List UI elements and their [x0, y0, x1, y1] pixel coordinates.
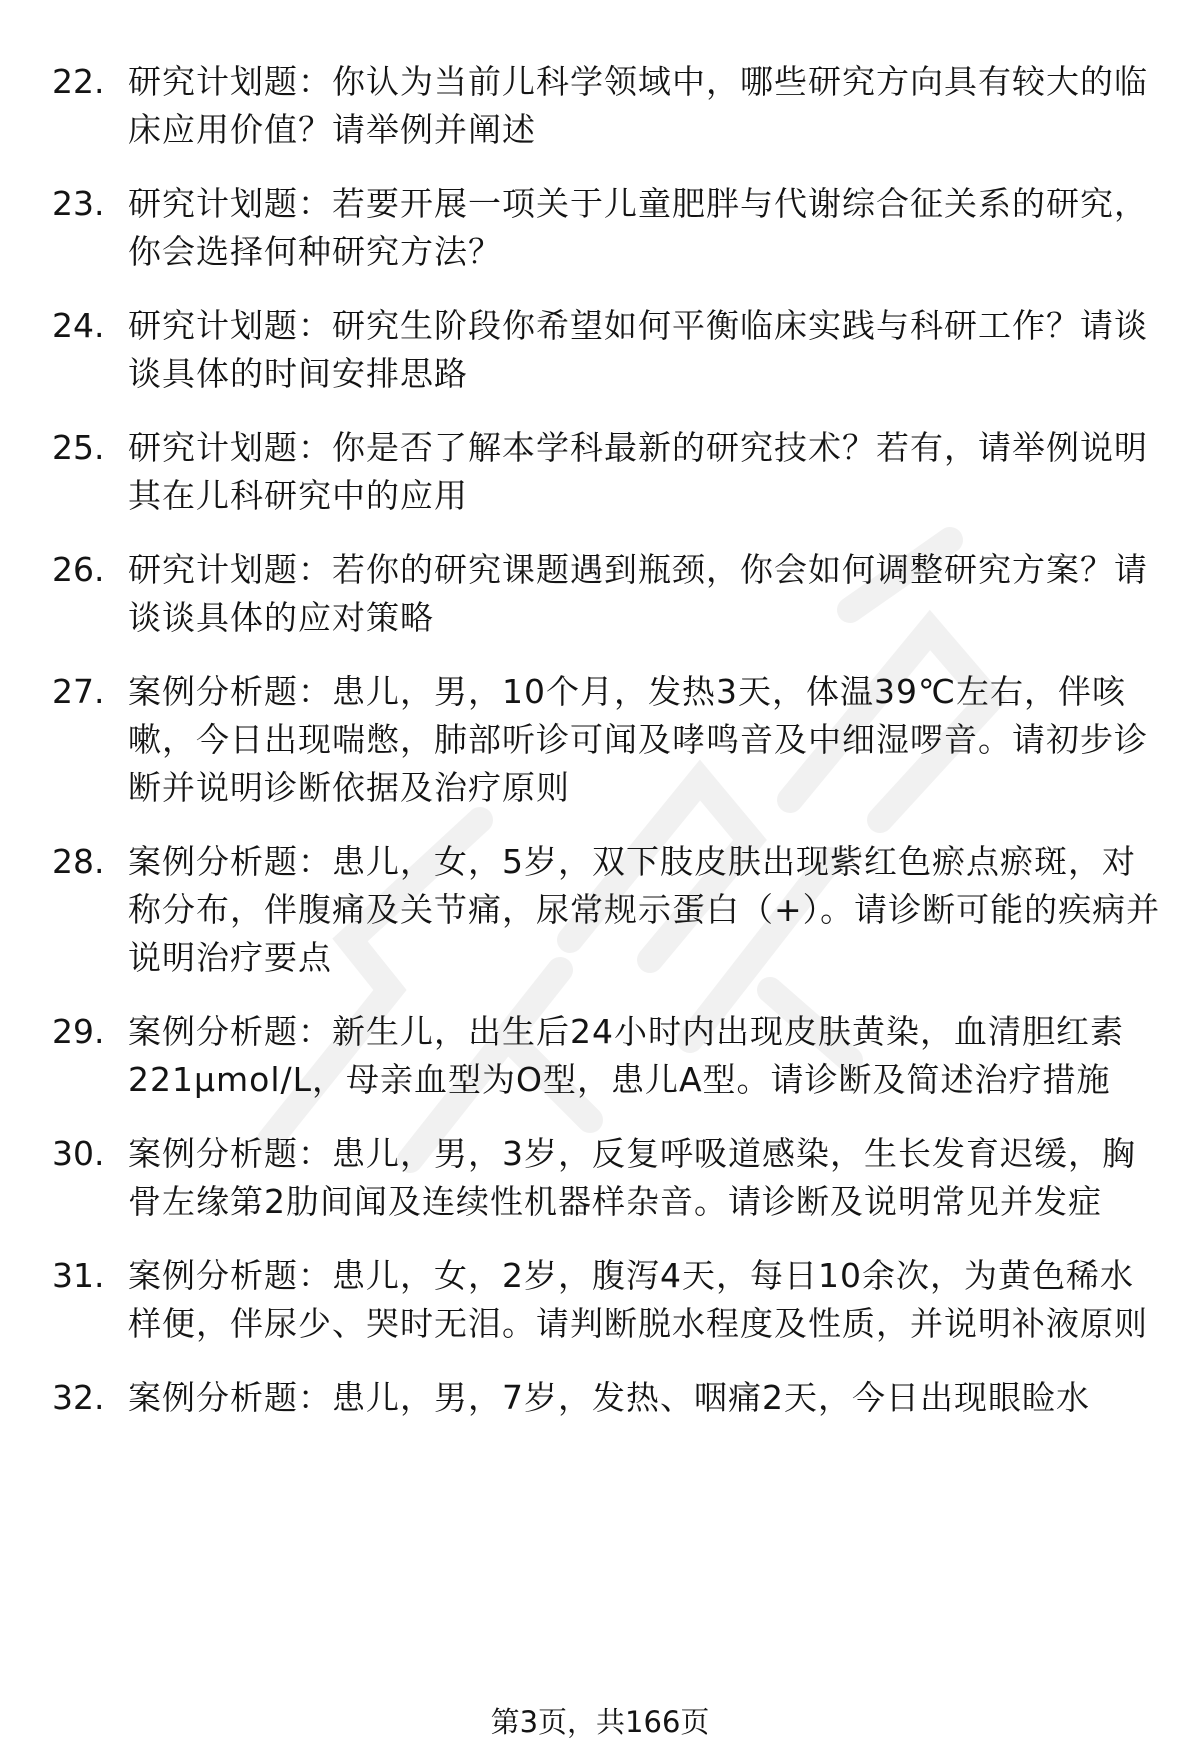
question-text: 研究计划题：你认为当前儿科学领域中，哪些研究方向具有较大的临床应用价值？请举例并阐述 — [128, 62, 1148, 149]
question-item — [52, 668, 1162, 812]
question-item — [52, 838, 1162, 982]
question-item — [52, 1130, 1162, 1226]
question-number: 23. — [52, 184, 105, 223]
question-number: 27. — [52, 672, 105, 711]
page-footer: 第3页，共166页 — [490, 1705, 710, 1739]
question-number: 26. — [52, 550, 105, 589]
question-item — [52, 1008, 1162, 1104]
question-number: 24. — [52, 306, 105, 345]
question-number: 25. — [52, 428, 105, 467]
question-text: 案例分析题：患儿，男，3岁，反复呼吸道感染，生长发育迟缓，胸骨左缘第2肋间闻及连续性机器样杂音。请诊断及说明常见并发症 — [128, 1134, 1136, 1221]
question-item — [52, 424, 1162, 520]
question-item — [52, 58, 1162, 154]
question-text: 案例分析题：新生儿，出生后24小时内出现皮肤黄染，血清胆红素221μmol/L，母亲血型为O型，患儿A型。请诊断及简述治疗措施 — [128, 1012, 1124, 1099]
question-text: 案例分析题：患儿，女，5岁，双下肢皮肤出现紫红色瘀点瘀斑，对称分布，伴腹痛及关节痛，尿常规示蛋白（+）。请诊断可能的疾病并说明治疗要点 — [128, 842, 1161, 977]
question-text: 研究计划题：研究生阶段你希望如何平衡临床实践与科研工作？请谈谈具体的时间安排思路 — [128, 306, 1148, 393]
question-number: 28. — [52, 842, 105, 881]
question-text: 研究计划题：若你的研究课题遇到瓶颈，你会如何调整研究方案？请谈谈具体的应对策略 — [128, 550, 1148, 637]
question-text: 案例分析题：患儿，男，7岁，发热、咽痛2天，今日出现眼睑水 — [128, 1378, 1090, 1417]
question-number: 30. — [52, 1134, 105, 1173]
question-number: 29. — [52, 1012, 105, 1051]
question-number: 22. — [52, 62, 105, 101]
question-item — [52, 180, 1162, 276]
question-text: 研究计划题：若要开展一项关于儿童肥胖与代谢综合征关系的研究，你会选择何种研究方法？ — [128, 184, 1148, 271]
question-item — [52, 302, 1162, 398]
question-number: 31. — [52, 1256, 105, 1295]
question-item — [52, 1252, 1162, 1348]
question-item — [52, 546, 1162, 642]
question-list — [52, 58, 1162, 1448]
question-text: 研究计划题：你是否了解本学科最新的研究技术？若有，请举例说明其在儿科研究中的应用 — [128, 428, 1148, 515]
question-number: 32. — [52, 1378, 105, 1417]
question-text: 案例分析题：患儿，男，10个月，发热3天，体温39℃左右，伴咳嗽，今日出现喘憋，肺部听诊可闻及哮鸣音及中细湿啰音。请初步诊断并说明诊断依据及治疗原则 — [128, 672, 1148, 807]
question-item — [52, 1374, 1162, 1422]
question-text: 案例分析题：患儿，女，2岁，腹泻4天，每日10余次，为黄色稀水样便，伴尿少、哭时无泪。请判断脱水程度及性质，并说明补液原则 — [128, 1256, 1148, 1343]
